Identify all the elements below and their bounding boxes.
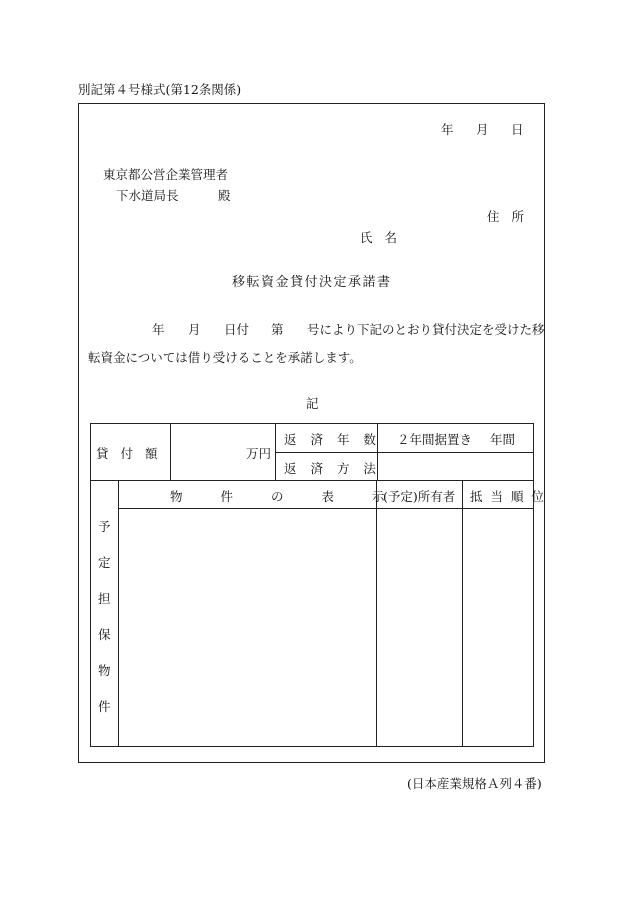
- collateral-char: 定: [98, 555, 111, 570]
- form-number: 別記第４号様式(第12条関係): [78, 82, 242, 97]
- date-year-label: 年: [441, 122, 454, 137]
- repay-method-label: 返 済 方 法: [284, 461, 381, 476]
- repay-years-value-a: ２年間据置き: [397, 432, 473, 447]
- body-dai: 第: [271, 322, 284, 337]
- date-day-label: 日: [511, 122, 524, 137]
- body-year: 年: [152, 322, 165, 337]
- collateral-char: 件: [98, 699, 111, 714]
- recipient-org: 東京都公営企業管理者: [103, 167, 229, 182]
- collateral-char: 物: [98, 663, 111, 678]
- repay-years-label: 返 済 年 数: [284, 432, 381, 447]
- document-title: 移転資金貸付決定承諾書: [232, 275, 392, 290]
- collateral-char: 保: [98, 627, 111, 642]
- col-property-header: 物 件 の 表 示: [170, 489, 402, 504]
- name-label: 氏 名: [360, 230, 401, 245]
- body-day: 日付: [224, 322, 250, 337]
- loan-amount-label: 貸 付 額: [96, 446, 162, 461]
- date-month-label: 月: [476, 122, 489, 137]
- loan-amount-unit: 万円: [246, 446, 272, 461]
- recipient-honorific: 殿: [218, 188, 231, 203]
- ki-label: 記: [306, 396, 319, 411]
- body-month: 月: [188, 322, 201, 337]
- col-rank-header: 抵 当 順 位: [470, 489, 546, 504]
- collateral-char: 予: [98, 519, 111, 534]
- body-line2: 転資金については借り受けることを承諾します。: [88, 350, 362, 365]
- col-owner-header: (予定)所有者: [383, 489, 456, 504]
- repay-years-value-b: 年間: [490, 432, 516, 447]
- body-line1-rest: 号により下記のとおり貸付決定を受けた移: [307, 322, 545, 337]
- recipient-title: 下水道局長: [116, 188, 179, 203]
- address-label: 住 所: [487, 209, 528, 224]
- footer-note: (日本産業規格Ａ列４番): [407, 776, 542, 791]
- collateral-char: 担: [98, 591, 111, 606]
